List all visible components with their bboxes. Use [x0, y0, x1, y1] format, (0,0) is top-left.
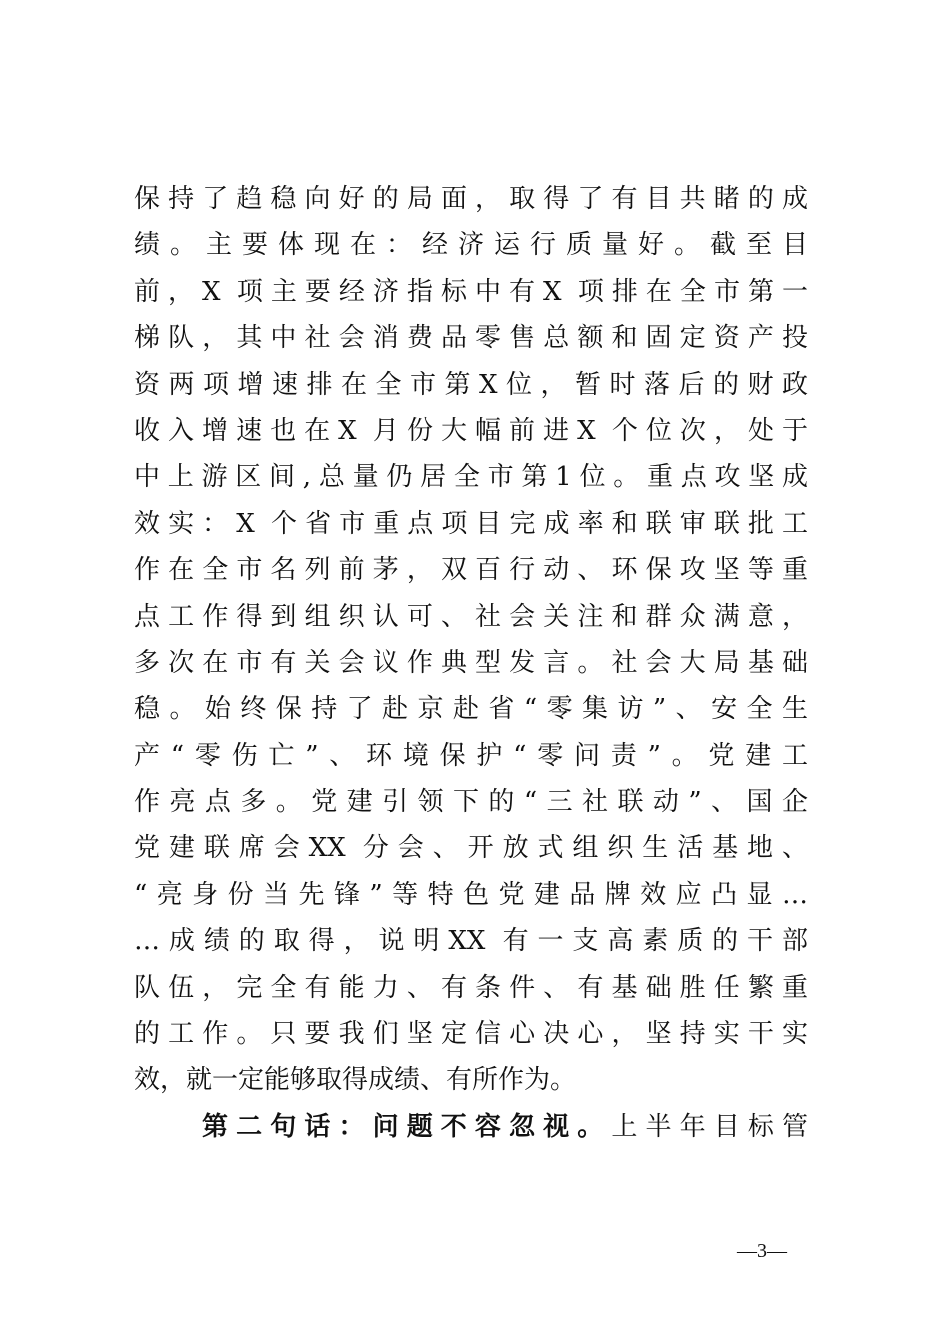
text-line: 稳。始终保持了赴京赴省“零集访”、安全生	[134, 694, 808, 725]
text-line: 产“零伤亡”、环境保护“零问责”。党建工	[134, 740, 808, 771]
section-2-heading: 第二句话：问题不容忽视。	[202, 1111, 612, 1142]
text-line: …成绩的取得，说明XX 有一支高素质的干部	[134, 926, 808, 957]
text-line: 前，X 项主要经济指标中有X 项排在全市第一	[134, 276, 808, 307]
text-line: 党建联席会XX 分会、开放式组织生活基地、	[134, 833, 808, 864]
body-text	[134, 176, 808, 1150]
text-line: 的工作。只要我们坚定信心决心，坚持实干实	[134, 1019, 808, 1050]
section-2-text: 上半年目标管	[611, 1111, 808, 1142]
section-2-line	[134, 1104, 808, 1150]
text-line: 绩。主要体现在：经济运行质量好。截至目	[134, 230, 808, 261]
text-line: “亮身份当先锋”等特色党建品牌效应凸显…	[134, 879, 808, 910]
text-line: 中上游区间,总量仍居全市第1位。重点攻坚成	[134, 462, 808, 493]
text-line: 资两项增速排在全市第X位，暂时落后的财政	[134, 369, 808, 400]
text-line: 效，就一定能够取得成绩、有所作为。	[134, 1065, 577, 1096]
text-line: 梯队，其中社会消费品零售总额和固定资产投	[134, 323, 808, 354]
text-line: 作在全市名列前茅，双百行动、环保攻坚等重	[134, 555, 808, 586]
text-line: 点工作得到组织认可、社会关注和群众满意，	[134, 601, 808, 632]
text-line: 队伍，完全有能力、有条件、有基础胜任繁重	[134, 972, 808, 1003]
text-line: 作亮点多。党建引领下的“三社联动”、国企	[134, 787, 808, 818]
text-line: 多次在市有关会议作典型发言。社会大局基础	[134, 647, 808, 678]
text-line: 效实：X 个省市重点项目完成率和联审联批工	[134, 508, 808, 539]
page-number: —3—	[737, 1240, 787, 1262]
text-line: 收入增速也在X 月份大幅前进X 个位次，处于	[134, 415, 808, 446]
text-line: 保持了趋稳向好的局面，取得了有目共睹的成	[134, 184, 808, 214]
